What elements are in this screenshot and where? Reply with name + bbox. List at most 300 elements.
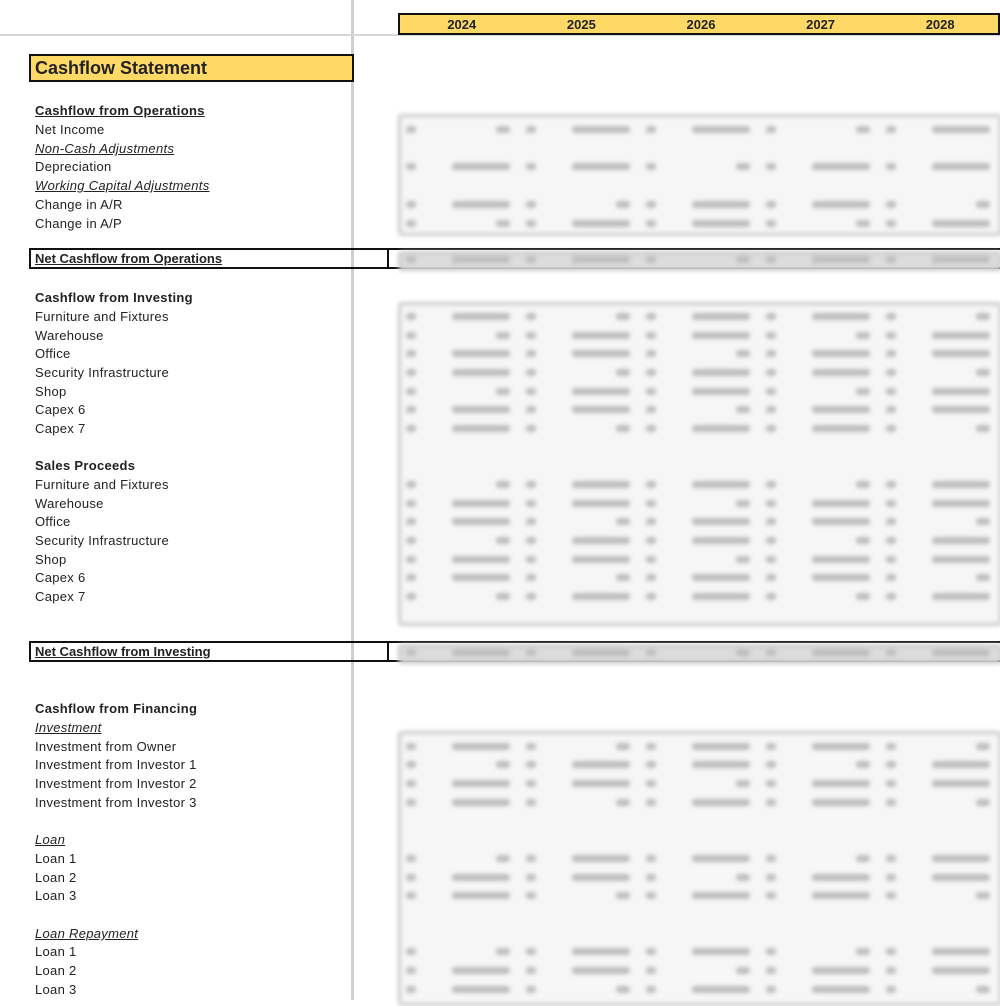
obscured-value-cell xyxy=(812,649,870,656)
obscured-currency-cell xyxy=(766,948,776,955)
investing-item[interactable]: Warehouse xyxy=(35,328,104,343)
obscured-currency-cell xyxy=(646,743,656,750)
obscured-currency-cell xyxy=(526,313,536,320)
obscured-currency-cell xyxy=(526,986,536,993)
obscured-value-cell xyxy=(692,332,750,339)
obscured-currency-cell xyxy=(646,481,656,488)
obscured-currency-cell xyxy=(406,163,416,170)
investment-item[interactable]: Investment from Owner xyxy=(35,739,177,754)
investing-item[interactable]: Shop xyxy=(35,384,67,399)
obscured-value-cell xyxy=(572,388,630,395)
obscured-value-cell xyxy=(692,743,750,750)
obscured-value-cell xyxy=(692,425,750,432)
obscured-currency-cell xyxy=(766,761,776,768)
obscured-value-cell xyxy=(496,948,510,955)
obscured-value-cell xyxy=(452,500,510,507)
obscured-currency-cell xyxy=(886,948,896,955)
obscured-currency-cell xyxy=(406,743,416,750)
working-capital-label[interactable]: Working Capital Adjustments xyxy=(35,178,210,193)
change-ar-label[interactable]: Change in A/R xyxy=(35,197,123,212)
column-divider xyxy=(351,0,354,1000)
obscured-value-cell xyxy=(572,163,630,170)
investment-subheading[interactable]: Investment xyxy=(35,720,102,735)
obscured-currency-cell xyxy=(766,256,776,263)
obscured-currency-cell xyxy=(766,743,776,750)
obscured-currency-cell xyxy=(646,425,656,432)
obscured-value-cell xyxy=(452,649,510,656)
sales-item[interactable]: Warehouse xyxy=(35,496,104,511)
repayment-item[interactable]: Loan 2 xyxy=(35,963,77,978)
obscured-currency-cell xyxy=(526,556,536,563)
obscured-value-cell xyxy=(932,874,990,881)
obscured-value-cell xyxy=(736,163,750,170)
obscured-currency-cell xyxy=(646,892,656,899)
obscured-value-row xyxy=(398,870,996,886)
obscured-value-cell xyxy=(452,201,510,208)
obscured-value-cell xyxy=(812,556,870,563)
obscured-currency-cell xyxy=(406,593,416,600)
obscured-value-cell xyxy=(616,574,630,581)
obscured-currency-cell xyxy=(526,425,536,432)
obscured-value-row xyxy=(398,851,996,867)
investing-item[interactable]: Furniture and Fixtures xyxy=(35,309,169,324)
net-operations-top-border xyxy=(383,248,1000,250)
obscured-currency-cell xyxy=(406,500,416,507)
obscured-value-cell xyxy=(572,220,630,227)
obscured-value-row xyxy=(398,122,996,138)
obscured-currency-cell xyxy=(406,201,416,208)
sheet-title[interactable]: Cashflow Statement xyxy=(29,54,354,82)
investment-item[interactable]: Investment from Investor 1 xyxy=(35,757,197,772)
obscured-currency-cell xyxy=(406,799,416,806)
obscured-value-cell xyxy=(932,406,990,413)
obscured-currency-cell xyxy=(406,649,416,656)
year-header-cell[interactable]: 2026 xyxy=(686,17,716,32)
obscured-currency-cell xyxy=(646,163,656,170)
obscured-value-cell xyxy=(496,761,510,768)
obscured-currency-cell xyxy=(646,537,656,544)
obscured-value-cell xyxy=(812,518,870,525)
obscured-value-row xyxy=(398,888,996,904)
obscured-value-cell xyxy=(452,967,510,974)
obscured-value-cell xyxy=(692,892,750,899)
obscured-value-cell xyxy=(736,780,750,787)
obscured-value-cell xyxy=(572,556,630,563)
sales-item[interactable]: Capex 6 xyxy=(35,570,86,585)
investing-item[interactable]: Office xyxy=(35,346,71,361)
obscured-value-cell xyxy=(932,500,990,507)
obscured-value-cell xyxy=(976,743,990,750)
obscured-currency-cell xyxy=(526,518,536,525)
repayment-item[interactable]: Loan 1 xyxy=(35,944,77,959)
investing-item[interactable]: Capex 6 xyxy=(35,402,86,417)
obscured-currency-cell xyxy=(886,126,896,133)
obscured-currency-cell xyxy=(766,220,776,227)
obscured-value-row xyxy=(398,159,996,175)
repayment-item[interactable]: Loan 3 xyxy=(35,982,77,997)
obscured-value-cell xyxy=(812,406,870,413)
obscured-value-cell xyxy=(616,369,630,376)
obscured-currency-cell xyxy=(406,256,416,263)
obscured-currency-cell xyxy=(526,332,536,339)
obscured-currency-cell xyxy=(766,313,776,320)
net-investing-label[interactable]: Net Cashflow from Investing xyxy=(29,641,389,662)
obscured-currency-cell xyxy=(526,874,536,881)
obscured-currency-cell xyxy=(886,369,896,376)
sales-item[interactable]: Shop xyxy=(35,552,67,567)
obscured-currency-cell xyxy=(406,780,416,787)
obscured-value-row xyxy=(398,776,996,792)
obscured-value-cell xyxy=(572,126,630,133)
obscured-value-cell xyxy=(856,593,870,600)
obscured-value-cell xyxy=(812,743,870,750)
year-header-cell[interactable]: 2028 xyxy=(925,17,955,32)
obscured-currency-cell xyxy=(886,313,896,320)
obscured-value-cell xyxy=(812,967,870,974)
obscured-value-cell xyxy=(572,406,630,413)
obscured-value-cell xyxy=(452,350,510,357)
obscured-currency-cell xyxy=(886,892,896,899)
obscured-currency-cell xyxy=(766,406,776,413)
loan-item[interactable]: Loan 3 xyxy=(35,888,77,903)
obscured-value-cell xyxy=(452,799,510,806)
obscured-value-cell xyxy=(496,537,510,544)
obscured-value-cell xyxy=(616,518,630,525)
obscured-currency-cell xyxy=(766,163,776,170)
obscured-value-cell xyxy=(856,388,870,395)
operations-heading[interactable]: Cashflow from Operations xyxy=(35,103,205,118)
depreciation-label[interactable]: Depreciation xyxy=(35,159,112,174)
obscured-currency-cell xyxy=(766,126,776,133)
obscured-value-row xyxy=(398,944,996,960)
obscured-value-cell xyxy=(616,313,630,320)
obscured-currency-cell xyxy=(406,556,416,563)
obscured-currency-cell xyxy=(646,649,656,656)
obscured-value-cell xyxy=(496,332,510,339)
obscured-value-cell xyxy=(452,406,510,413)
loan-subheading[interactable]: Loan xyxy=(35,832,66,847)
obscured-currency-cell xyxy=(406,855,416,862)
net-income-label[interactable]: Net Income xyxy=(35,122,105,137)
obscured-value-row xyxy=(398,365,996,381)
obscured-value-cell xyxy=(856,332,870,339)
obscured-currency-cell xyxy=(646,220,656,227)
sales-item[interactable]: Capex 7 xyxy=(35,589,86,604)
obscured-value-cell xyxy=(616,425,630,432)
investing-heading[interactable]: Cashflow from Investing xyxy=(35,290,193,305)
obscured-value-cell xyxy=(452,163,510,170)
obscured-currency-cell xyxy=(886,761,896,768)
obscured-value-cell xyxy=(572,780,630,787)
obscured-currency-cell xyxy=(646,948,656,955)
obscured-currency-cell xyxy=(886,556,896,563)
obscured-value-cell xyxy=(736,649,750,656)
obscured-currency-cell xyxy=(766,481,776,488)
obscured-currency-cell xyxy=(886,220,896,227)
obscured-currency-cell xyxy=(526,537,536,544)
obscured-currency-cell xyxy=(766,892,776,899)
obscured-value-cell xyxy=(692,126,750,133)
obscured-value-cell xyxy=(812,892,870,899)
obscured-currency-cell xyxy=(886,388,896,395)
obscured-value-cell xyxy=(812,350,870,357)
obscured-currency-cell xyxy=(646,518,656,525)
obscured-currency-cell xyxy=(526,388,536,395)
obscured-value-cell xyxy=(572,948,630,955)
obscured-value-row xyxy=(398,795,996,811)
loan-repayment-subheading[interactable]: Loan Repayment xyxy=(35,926,139,941)
obscured-value-cell xyxy=(572,537,630,544)
obscured-currency-cell xyxy=(766,201,776,208)
change-ap-label[interactable]: Change in A/P xyxy=(35,216,123,231)
obscured-value-cell xyxy=(452,369,510,376)
obscured-value-cell xyxy=(812,256,870,263)
obscured-value-cell xyxy=(976,574,990,581)
obscured-value-cell xyxy=(932,220,990,227)
obscured-currency-cell xyxy=(646,126,656,133)
obscured-value-row xyxy=(398,739,996,755)
obscured-value-cell xyxy=(692,388,750,395)
obscured-value-cell xyxy=(692,313,750,320)
sales-proceeds-heading[interactable]: Sales Proceeds xyxy=(35,458,136,473)
obscured-currency-cell xyxy=(406,425,416,432)
obscured-currency-cell xyxy=(886,350,896,357)
obscured-currency-cell xyxy=(886,425,896,432)
obscured-currency-cell xyxy=(766,780,776,787)
obscured-currency-cell xyxy=(406,220,416,227)
obscured-value-cell xyxy=(932,556,990,563)
obscured-currency-cell xyxy=(406,967,416,974)
obscured-value-row xyxy=(398,533,996,549)
obscured-value-cell xyxy=(976,313,990,320)
obscured-value-cell xyxy=(572,855,630,862)
obscured-value-cell xyxy=(856,481,870,488)
obscured-value-cell xyxy=(812,574,870,581)
obscured-currency-cell xyxy=(766,556,776,563)
obscured-value-row xyxy=(398,252,996,268)
obscured-value-cell xyxy=(976,799,990,806)
obscured-currency-cell xyxy=(406,537,416,544)
obscured-value-cell xyxy=(736,500,750,507)
obscured-currency-cell xyxy=(646,780,656,787)
obscured-currency-cell xyxy=(766,537,776,544)
obscured-value-cell xyxy=(692,481,750,488)
obscured-currency-cell xyxy=(886,986,896,993)
non-cash-adjustments-label[interactable]: Non-Cash Adjustments xyxy=(35,141,175,156)
obscured-currency-cell xyxy=(646,593,656,600)
obscured-value-cell xyxy=(496,220,510,227)
obscured-currency-cell xyxy=(766,388,776,395)
obscured-value-cell xyxy=(932,780,990,787)
obscured-currency-cell xyxy=(886,649,896,656)
obscured-value-cell xyxy=(812,313,870,320)
obscured-value-cell xyxy=(692,761,750,768)
obscured-currency-cell xyxy=(766,332,776,339)
year-header-cell[interactable]: 2024 xyxy=(447,17,477,32)
obscured-currency-cell xyxy=(766,967,776,974)
obscured-currency-cell xyxy=(526,406,536,413)
obscured-value-cell xyxy=(572,332,630,339)
year-header-cell[interactable]: 2025 xyxy=(566,17,596,32)
obscured-currency-cell xyxy=(406,332,416,339)
obscured-currency-cell xyxy=(886,332,896,339)
obscured-currency-cell xyxy=(526,780,536,787)
obscured-currency-cell xyxy=(406,388,416,395)
obscured-value-cell xyxy=(812,201,870,208)
loan-item[interactable]: Loan 1 xyxy=(35,851,77,866)
obscured-value-cell xyxy=(692,593,750,600)
obscured-value-cell xyxy=(812,163,870,170)
obscured-currency-cell xyxy=(766,369,776,376)
obscured-value-cell xyxy=(452,313,510,320)
obscured-currency-cell xyxy=(646,201,656,208)
obscured-value-cell xyxy=(736,967,750,974)
obscured-value-cell xyxy=(496,855,510,862)
obscured-currency-cell xyxy=(886,743,896,750)
sales-item[interactable]: Furniture and Fixtures xyxy=(35,477,169,492)
obscured-value-cell xyxy=(736,350,750,357)
obscured-currency-cell xyxy=(886,574,896,581)
obscured-currency-cell xyxy=(526,350,536,357)
obscured-currency-cell xyxy=(646,574,656,581)
obscured-value-cell xyxy=(452,518,510,525)
obscured-currency-cell xyxy=(526,967,536,974)
obscured-value-cell xyxy=(812,874,870,881)
obscured-value-cell xyxy=(932,537,990,544)
obscured-currency-cell xyxy=(886,855,896,862)
obscured-currency-cell xyxy=(766,593,776,600)
obscured-value-cell xyxy=(856,761,870,768)
obscured-value-cell xyxy=(736,256,750,263)
obscured-value-cell xyxy=(496,481,510,488)
obscured-value-cell xyxy=(452,780,510,787)
obscured-value-row xyxy=(398,982,996,998)
obscured-value-cell xyxy=(976,892,990,899)
obscured-value-cell xyxy=(932,593,990,600)
obscured-currency-cell xyxy=(526,500,536,507)
obscured-value-cell xyxy=(932,761,990,768)
obscured-currency-cell xyxy=(886,256,896,263)
obscured-currency-cell xyxy=(646,406,656,413)
obscured-value-cell xyxy=(452,892,510,899)
obscured-value-cell xyxy=(452,556,510,563)
obscured-value-cell xyxy=(856,537,870,544)
obscured-currency-cell xyxy=(766,500,776,507)
obscured-currency-cell xyxy=(646,761,656,768)
obscured-currency-cell xyxy=(646,332,656,339)
obscured-value-row xyxy=(398,757,996,773)
net-operations-label[interactable]: Net Cashflow from Operations xyxy=(29,248,389,269)
obscured-value-cell xyxy=(932,256,990,263)
obscured-value-cell xyxy=(812,500,870,507)
obscured-currency-cell xyxy=(526,256,536,263)
obscured-value-cell xyxy=(932,350,990,357)
obscured-value-cell xyxy=(616,892,630,899)
year-header-row xyxy=(398,13,1000,35)
investing-item[interactable]: Security Infrastructure xyxy=(35,365,170,380)
obscured-value-row xyxy=(398,216,996,232)
financing-heading[interactable]: Cashflow from Financing xyxy=(35,701,198,716)
obscured-currency-cell xyxy=(526,799,536,806)
obscured-currency-cell xyxy=(406,350,416,357)
loan-item[interactable]: Loan 2 xyxy=(35,870,77,885)
obscured-currency-cell xyxy=(886,406,896,413)
obscured-value-cell xyxy=(932,649,990,656)
obscured-currency-cell xyxy=(646,874,656,881)
obscured-value-row xyxy=(398,552,996,568)
obscured-currency-cell xyxy=(886,780,896,787)
obscured-value-row xyxy=(398,197,996,213)
obscured-currency-cell xyxy=(646,369,656,376)
investment-item[interactable]: Investment from Investor 2 xyxy=(35,776,197,791)
obscured-currency-cell xyxy=(526,220,536,227)
obscured-value-cell xyxy=(812,780,870,787)
obscured-currency-cell xyxy=(886,163,896,170)
obscured-value-cell xyxy=(932,481,990,488)
net-investing-top-border xyxy=(383,641,1000,643)
obscured-currency-cell xyxy=(886,967,896,974)
obscured-value-row xyxy=(398,589,996,605)
obscured-currency-cell xyxy=(406,126,416,133)
obscured-currency-cell xyxy=(526,892,536,899)
obscured-value-cell xyxy=(692,986,750,993)
obscured-value-row xyxy=(398,384,996,400)
obscured-value-row xyxy=(398,496,996,512)
obscured-currency-cell xyxy=(766,649,776,656)
obscured-value-cell xyxy=(616,743,630,750)
obscured-currency-cell xyxy=(526,593,536,600)
obscured-value-row xyxy=(398,570,996,586)
obscured-value-cell xyxy=(692,574,750,581)
obscured-currency-cell xyxy=(406,313,416,320)
sales-item[interactable]: Office xyxy=(35,514,71,529)
obscured-currency-cell xyxy=(886,537,896,544)
obscured-currency-cell xyxy=(646,855,656,862)
obscured-currency-cell xyxy=(886,593,896,600)
obscured-currency-cell xyxy=(766,350,776,357)
obscured-value-cell xyxy=(572,761,630,768)
obscured-currency-cell xyxy=(766,855,776,862)
sales-item[interactable]: Security Infrastructure xyxy=(35,533,170,548)
obscured-currency-cell xyxy=(526,481,536,488)
obscured-currency-cell xyxy=(766,874,776,881)
obscured-value-cell xyxy=(932,855,990,862)
obscured-value-row xyxy=(398,645,996,661)
obscured-value-cell xyxy=(452,425,510,432)
obscured-currency-cell xyxy=(886,518,896,525)
obscured-value-cell xyxy=(976,369,990,376)
obscured-value-row xyxy=(398,402,996,418)
obscured-value-cell xyxy=(452,743,510,750)
obscured-value-cell xyxy=(692,537,750,544)
obscured-value-cell xyxy=(572,593,630,600)
obscured-currency-cell xyxy=(646,500,656,507)
obscured-currency-cell xyxy=(646,967,656,974)
obscured-value-cell xyxy=(496,593,510,600)
year-header-cell[interactable]: 2027 xyxy=(806,17,836,32)
obscured-value-cell xyxy=(856,220,870,227)
obscured-value-cell xyxy=(616,986,630,993)
obscured-value-cell xyxy=(736,874,750,881)
obscured-currency-cell xyxy=(406,574,416,581)
obscured-value-cell xyxy=(812,369,870,376)
investment-item[interactable]: Investment from Investor 3 xyxy=(35,795,197,810)
obscured-currency-cell xyxy=(646,350,656,357)
obscured-value-cell xyxy=(572,967,630,974)
obscured-currency-cell xyxy=(526,649,536,656)
investing-item[interactable]: Capex 7 xyxy=(35,421,86,436)
obscured-value-cell xyxy=(976,201,990,208)
